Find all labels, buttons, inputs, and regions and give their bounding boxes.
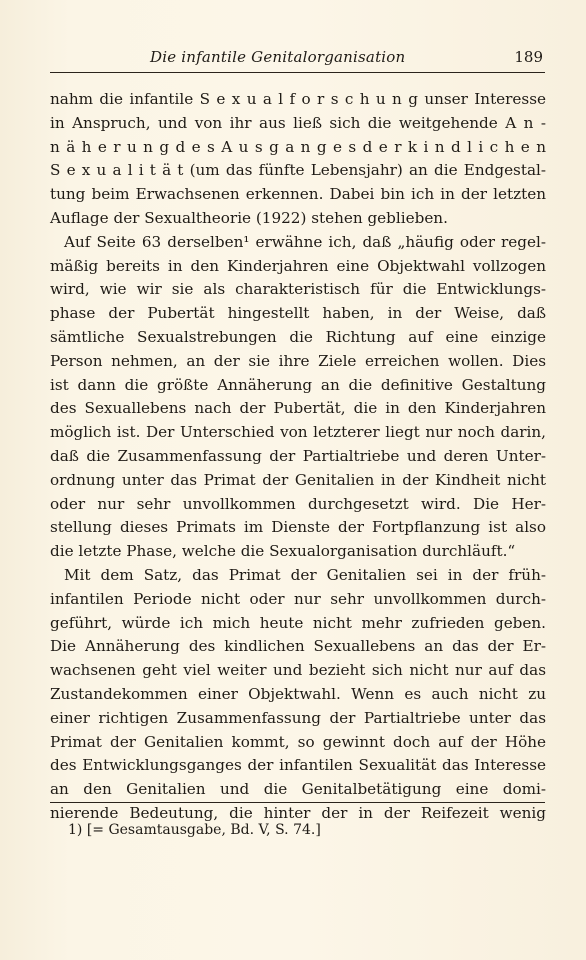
text-line: Auflage der Sexualtheorie (1922) stehen geblieben. — [50, 208, 448, 227]
text-line: Primat der Genitalien kommt, so gewinnt doch auf der Höhe — [50, 732, 546, 751]
running-header — [50, 48, 545, 74]
text-line: nierende Bedeutung, die hinter der in der Reifezeit wenig — [50, 803, 546, 822]
text-line: ist dann die größte Annäherung an die definitive Gestaltung — [50, 375, 546, 394]
text-line: ordnung unter das Primat der Genitalien in der Kindheit nicht — [50, 470, 546, 489]
text-line: wird, wie wir sie als charakteristisch für die Entwicklungs- — [50, 280, 546, 299]
text-line: Person nehmen, an der sie ihre Ziele erreichen wollen. Dies — [50, 351, 546, 370]
running-title: Die infantile Genitalorganisation — [150, 48, 406, 66]
text-line: möglich ist. Der Unterschied von letzterer liegt nur noch darin, — [50, 423, 546, 442]
text-line: phase der Pubertät hingestellt haben, in der Weise, daß — [50, 304, 546, 323]
body-text — [50, 88, 546, 826]
text-line: tung beim Erwachsenen erkennen. Dabei bin ich in der letzten — [50, 185, 546, 204]
footnote-rule — [50, 802, 545, 803]
text-line: daß die Zusammenfassung der Partialtriebe und deren Unter- — [50, 446, 546, 465]
text-line: an den Genitalien und die Genitalbetätigung eine domi- — [50, 780, 546, 799]
text-line: oder nur sehr unvollkommen durchgesetzt wird. Die Her- — [50, 494, 546, 513]
text-line: Auf Seite 63 derselben¹ erwähne ich, daß „häufig oder regel- — [64, 232, 546, 251]
text-line: nahm die infantile S e x u a l f o r s c h u n g unser Interesse — [50, 90, 546, 108]
text-line: Die Annäherung des kindlichen Sexuallebens an das der Er- — [50, 637, 546, 656]
text-line: in Anspruch, und von ihr aus ließ sich die weitgehende A n - — [50, 113, 546, 132]
text-line: S e x u a l i t ä t (um das fünfte Lebensjahr) an die Endgestal- — [50, 161, 546, 180]
page-number: 189 — [514, 48, 543, 66]
text-line: wachsenen geht viel weiter und bezieht sich nicht nur auf das — [50, 661, 546, 680]
text-line: mäßig bereits in den Kinderjahren eine Objektwahl vollzogen — [50, 256, 546, 275]
text-line: n ä h e r u n g d e s A u s g a n g e s d e r k i n d l i c h e n — [50, 137, 546, 156]
text-line: geführt, würde ich mich heute nicht mehr zufrieden geben. — [50, 613, 546, 632]
text-line: Zustandekommen einer Objektwahl. Wenn es auch nicht zu — [50, 684, 546, 703]
text-line: stellung dieses Primats im Dienste der Fortpflanzung ist also — [50, 518, 546, 537]
text-line: sämtliche Sexualstrebungen die Richtung auf eine einzige — [50, 327, 546, 346]
text-line: des Entwicklungsganges der infantilen Sexualität das Interesse — [50, 756, 546, 775]
text-line: die letzte Phase, welche die Sexualorganisation durchläuft.“ — [50, 542, 516, 561]
text-line: Mit dem Satz, das Primat der Genitalien sei in der früh- — [64, 565, 546, 584]
footnote: 1) [= Gesamtausgabe, Bd. V, S. 74.] — [68, 822, 321, 838]
text-line: des Sexuallebens nach der Pubertät, die in den Kinderjahren — [50, 399, 546, 418]
text-line: einer richtigen Zusammenfassung der Partialtriebe unter das — [50, 708, 546, 727]
text-line: infantilen Periode nicht oder nur sehr unvollkommen durch- — [50, 589, 546, 608]
header-rule — [50, 72, 545, 73]
